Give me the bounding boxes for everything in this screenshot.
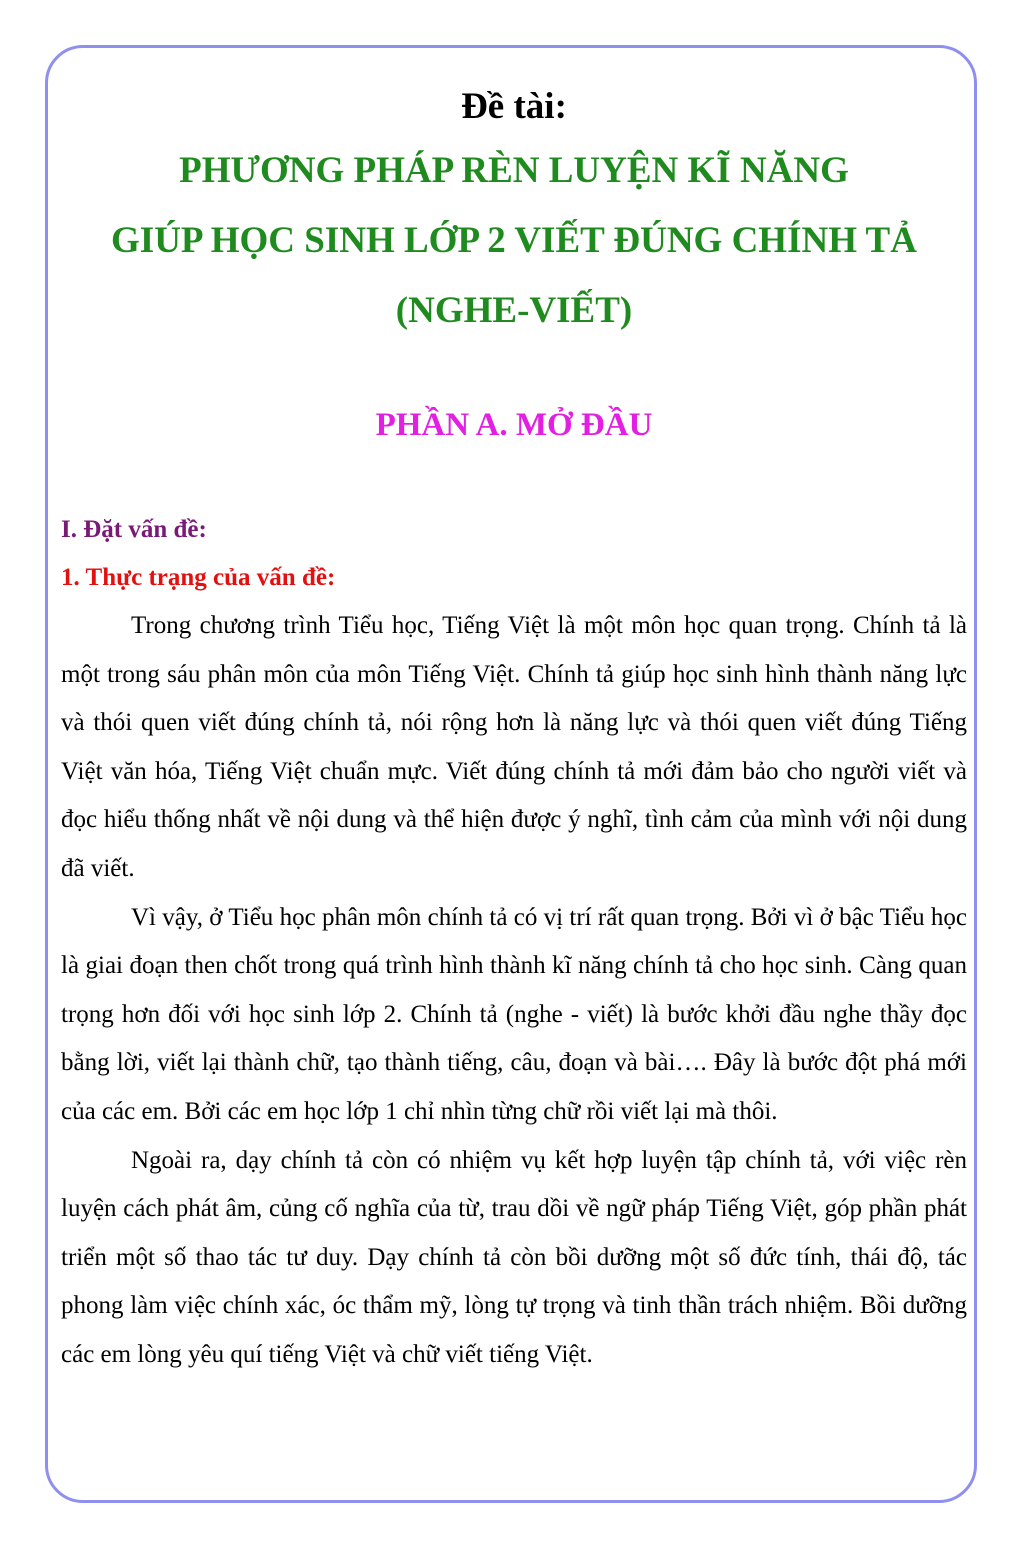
part-heading: PHẦN A. MỞ ĐẦU — [375, 407, 653, 443]
title-line-2: GIÚP HỌC SINH LỚP 2 VIẾT ĐÚNG CHÍNH TẢ — [111, 220, 917, 261]
paragraph-1: Trong chương trình Tiểu học, Tiếng Việt là một môn học quan trọng. Chính tả là một trong sáu phân môn của môn Tiếng Việt. Chính tả giúp học sinh hình thành năng lực và thói quen viết đúng chính tả, nói rộng hơn là năng lực và thói quen viết đúng Tiếng Việt văn hóa, Tiếng Việt chuẩn mực. Viết đúng chính tả mới đảm bảo cho người viết và đọc hiểu thống nhất về nội dung và thể hiện được ý nghĩ, tình cảm của mình với nội dung đã viết. — [61, 612, 967, 882]
paragraph-2: Vì vậy, ở Tiểu học phân môn chính tả có vị trí rất quan trọng. Bởi vì ở bậc Tiểu học là giai đoạn then chốt trong quá trình hình thành kĩ năng chính tả cho học sinh. Càng quan trọng hơn đối với học sinh lớp 2. Chính tả (nghe - viết) là bước khởi đầu nghe thầy đọc bằng lời, viết lại thành chữ, tạo thành tiếng, câu, đoạn và bài…. Đây là bước đột phá mới của các em. Bởi các em học lớp 1 chỉ nhìn từng chữ rồi viết lại mà thôi. — [61, 903, 967, 1125]
document-body — [61, 78, 967, 1380]
section-heading: I. Đặt vấn đề: — [61, 516, 207, 543]
topic-label: Đề tài: — [461, 86, 567, 127]
paragraph-3: Ngoài ra, dạy chính tả còn có nhiệm vụ kết hợp luyện tập chính tả, với việc rèn luyện cách phát âm, củng cố nghĩa của từ, trau dồi về ngữ pháp Tiếng Việt, góp phần phát triển một số thao tác tư duy. Dạy chính tả còn bồi dưỡng một số đức tính, thái độ, tác phong làm việc chính xác, óc thẩm mỹ, lòng tự trọng và tinh thần trách nhiệm. Bồi dưỡng các em lòng yêu quí tiếng Việt và chữ viết tiếng Việt. — [61, 1146, 967, 1368]
subsection-heading: 1. Thực trạng của vấn đề: — [61, 564, 336, 591]
title-line-1: PHƯƠNG PHÁP RÈN LUYỆN KĨ NĂNG — [179, 150, 849, 191]
title-line-3: (NGHE-VIẾT) — [395, 290, 633, 331]
